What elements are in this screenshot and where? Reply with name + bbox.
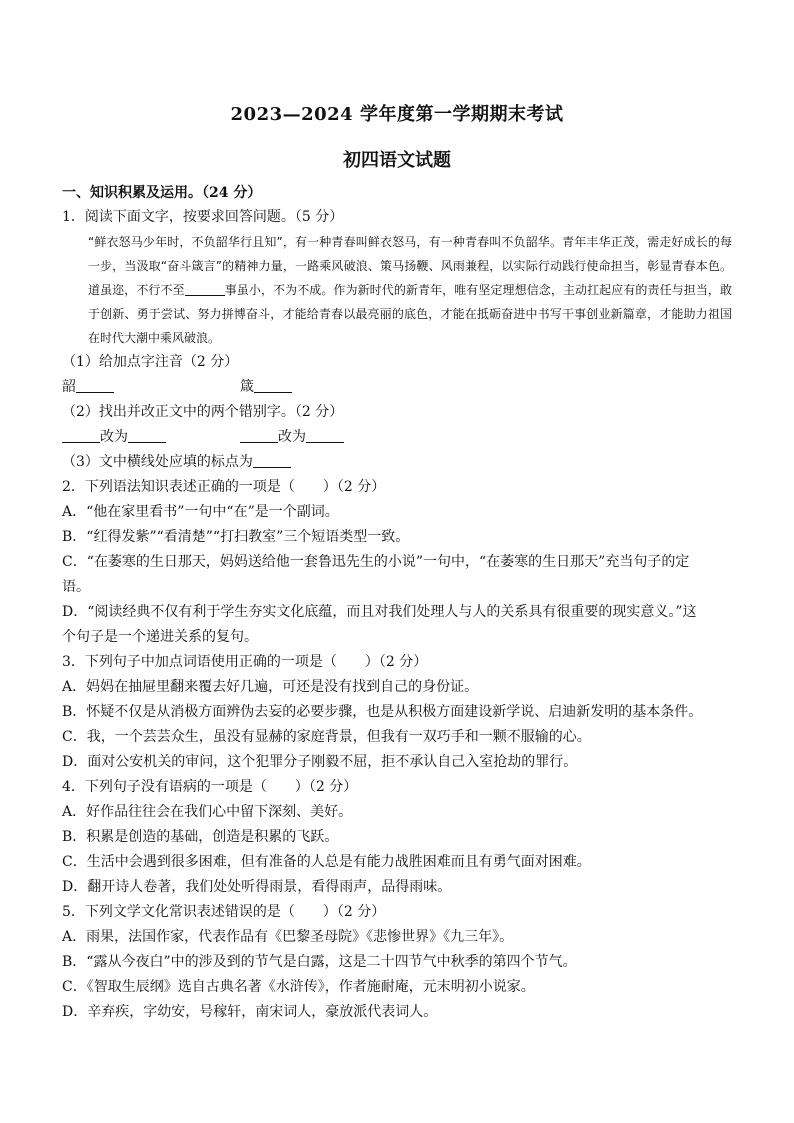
question-5-stem: 5．下列文学文化常识表述错误的是（ ）（2 分） [62, 904, 386, 920]
section-heading: 一、知识积累及运用。（24 分） [62, 185, 262, 201]
passage-part-a: “鲜衣怒马少年时，不负韶华行且知”，有一种青春叫鲜衣怒马，有一种青春叫不负韶华。青年丰华正茂，需走好成长的每一步，当汲取“奋斗箴言”的精神力量，一路乘风破浪、策马扬鞭、风雨兼程，以实际行动践行使命担当，彰显青春本色。道虽迩，不行不至 [88, 235, 732, 297]
question-2-option-d-cont: 个句子是一个递进关系的复句。 [62, 629, 258, 645]
answer-blank[interactable] [185, 281, 225, 296]
answer-blank[interactable] [306, 428, 344, 443]
question-3-option-b: B．怀疑不仅是从消极方面辨伪去妄的必要步骤，也是从积极方面建设新学说、启迪新发明的基本条件。 [62, 704, 703, 720]
correction-label: 改为 [278, 429, 306, 445]
question-1-passage [62, 230, 732, 350]
question-3-option-c: C．我，一个芸芸众生，虽没有显赫的家庭背景，但我有一双巧手和一颗不服输的心。 [62, 729, 591, 745]
question-2-option-a: A．“他在家里看书”一句中“在”是一个副词。 [62, 504, 339, 520]
question-4-option-b: B．积累是创造的基础，创造是积累的飞跃。 [62, 829, 339, 845]
question-5-option-b: B．“露从今夜白”中的涉及到的节气是白露，这是二十四节气中秋季的第四个节气。 [62, 954, 577, 970]
answer-blank[interactable] [128, 428, 166, 443]
question-5-option-d: D．辛弃疾，字幼安，号稼轩，南宋词人，豪放派代表词人。 [62, 1004, 438, 1020]
question-1-sub2: （2）找出并改正文中的两个错别字。（2 分） [62, 404, 344, 420]
question-2-option-b: B．“红得发紫”“看清楚”“打扫教室”三个短语类型一致。 [62, 529, 410, 545]
question-1-sub1: （1）给加点字注音（2 分） [62, 354, 239, 370]
question-2-option-c: C．“在萎寒的生日那天，妈妈送给他一套鲁迅先生的小说”一句中，“在萎寒的生日那天”充当句子的定 [62, 554, 690, 570]
answer-blank[interactable] [76, 378, 114, 393]
question-2-stem: 2．下列语法知识表述正确的一项是（ ）（2 分） [62, 479, 386, 495]
question-3-option-a: A．妈妈在抽屉里翻来覆去好几遍，可还是没有找到自己的身份证。 [62, 679, 479, 695]
question-1-sub3 [62, 450, 732, 475]
answer-blank[interactable] [62, 428, 100, 443]
correction-label: 改为 [100, 429, 128, 445]
question-3-stem: 3．下列句子中加点词语使用正确的一项是（ ）（2 分） [62, 654, 428, 670]
char-zhen: 箴 [240, 379, 254, 395]
question-4-stem: 4．下列句子没有语病的一项是（ ）（2 分） [62, 779, 358, 795]
question-5-option-a: A．雨果，法国作家，代表作品有《巴黎圣母院》《悲惨世界》《九三年》。 [62, 929, 514, 945]
exam-subtitle: 初四语文试题 [343, 150, 451, 171]
question-2-option-d: D．“阅读经典不仅有利于学生夯实文化底蕴，而且对我们处理人与人的关系具有很重要的现实意义。”这 [62, 604, 697, 620]
question-1-stem: 1．阅读下面文字，按要求回答问题。（5 分） [62, 209, 344, 225]
answer-blank[interactable] [253, 453, 291, 468]
question-5-option-c: C．《智取生辰纲》选自古典名著《水浒传》，作者施耐庵，元末明初小说家。 [62, 979, 535, 995]
question-4-option-a: A．好作品往往会在我们心中留下深刻、美好。 [62, 804, 353, 820]
answer-blank[interactable] [240, 428, 278, 443]
question-1-sub3-text: （3）文中横线处应填的标点为 [62, 454, 253, 470]
question-4-option-d: D．翻开诗人卷著，我们处处听得雨景，看得雨声，品得雨味。 [62, 879, 452, 895]
char-shao: 韶 [62, 379, 76, 395]
passage-part-b: 事虽小，不为不成。作为新时代的新青年，唯有坚定理想信念，主动扛起应有的责任与担当，敢于创新、勇于尝试、努力拼博奋斗，才能给青春以最亮丽的底色，才能在抵砺奋进中书写干事创业新篇章，才能助力祖国在时代大潮中乘风破浪。 [88, 283, 732, 345]
answer-blank[interactable] [254, 378, 292, 393]
question-1-sub1-blanks [62, 375, 732, 400]
question-3-option-d: D．面对公安机关的审问，这个犯罪分子刚毅不屈，拒不承认自己入室抢劫的罪行。 [62, 754, 578, 770]
question-1-sub2-blanks [62, 425, 732, 450]
question-2-option-c-cont: 语。 [62, 579, 90, 595]
question-4-option-c: C．生活中会遇到很多困难，但有准备的人总是有能力战胜困难而且有勇气面对困难。 [62, 854, 591, 870]
exam-page [62, 100, 732, 1025]
exam-title: 2023—2024 学年度第一学期期末考试 [230, 104, 564, 125]
